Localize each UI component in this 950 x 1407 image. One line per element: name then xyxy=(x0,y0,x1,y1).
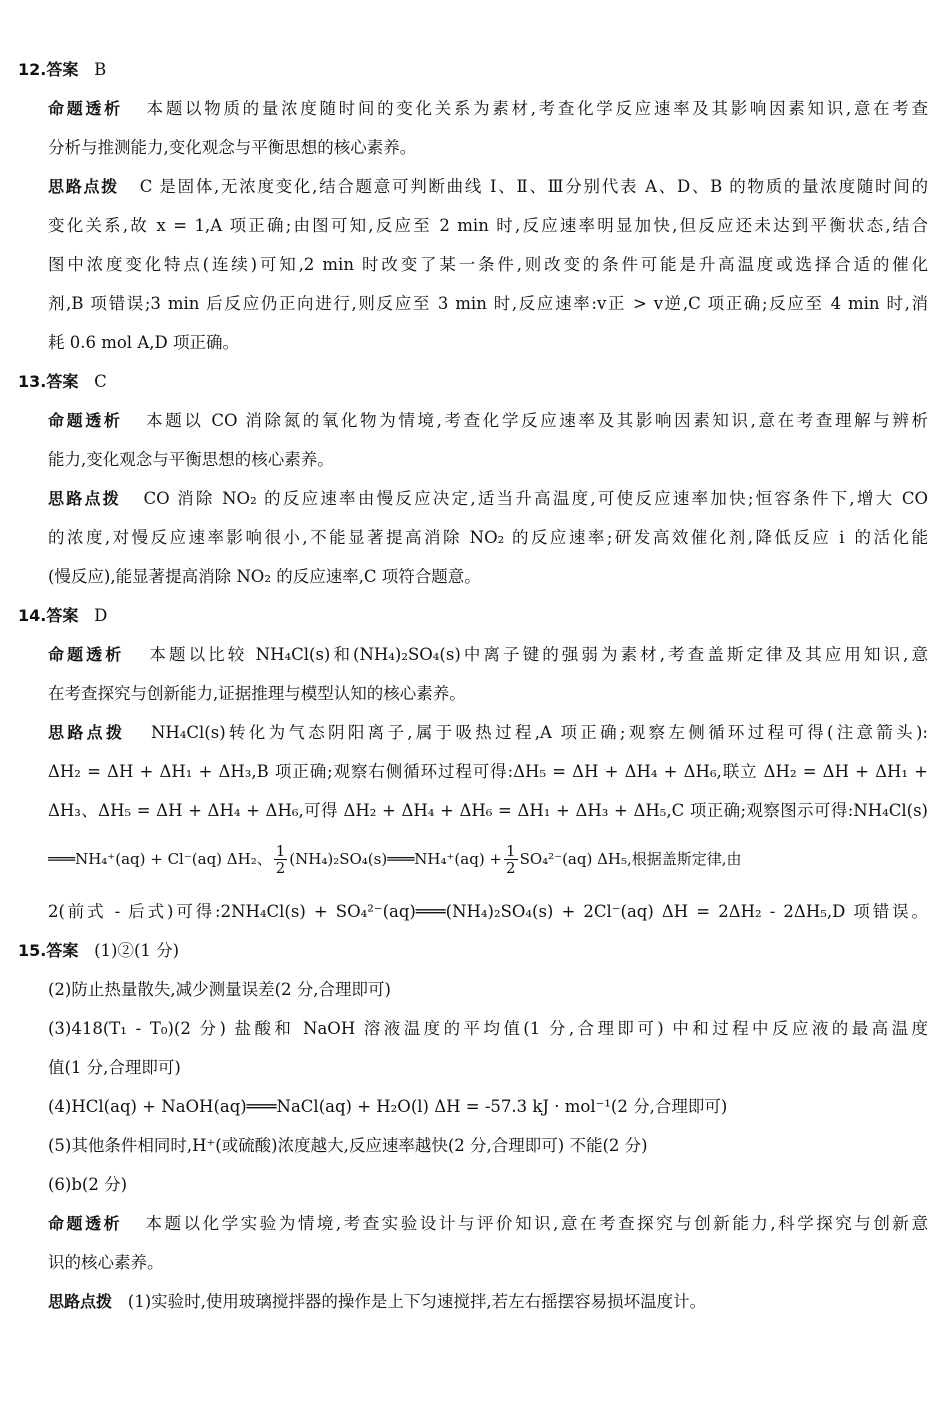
q14-intent-text-1: 本题以比较 NH₄Cl(s)和(NH₄)₂SO₄(s)中离子键的强弱为素材,考查盖斯定律及其应用知识,意 xyxy=(149,645,928,664)
q14-hint-line-4 xyxy=(48,843,928,876)
q12-intent-line-2: 分析与推测能力,变化观念与平衡思想的核心素养。 xyxy=(48,138,417,157)
q12-hint-label: 思路点拨 xyxy=(48,177,119,196)
q14-fraction-1-numerator: 1 xyxy=(275,842,286,860)
q14-fraction-1-denominator: 2 xyxy=(275,859,286,877)
q15-answer-1: (1)②(1 分) xyxy=(94,941,180,960)
q14-hint-line-2: ΔH₂ = ΔH + ΔH₁ + ΔH₃,B 项正确;观察右侧循环过程可得:ΔH₅ = ΔH + ΔH₄ + ΔH₆,联立 ΔH₂ = ΔH + ΔH₁ + xyxy=(48,762,928,781)
q14-equation-2: (NH₄)₂SO₄(s)═══NH₄⁺(aq) + xyxy=(289,850,503,868)
q15-answer-2: (2)防止热量散失,减少测量误差(2 分,合理即可) xyxy=(48,980,391,999)
q13-hint-line-3: (慢反应),能显著提高消除 NO₂ 的反应速率,C 项符合题意。 xyxy=(48,567,481,586)
q12-hint-line-2: 变化关系,故 x = 1,A 项正确;由图可知,反应至 2 min 时,反应速率明显加快,但反应还未达到平衡状态,结合 xyxy=(48,216,928,235)
q12-hint-text-1: C 是固体,无浓度变化,结合题意可判断曲线 Ⅰ、Ⅱ、Ⅲ分别代表 A、D、B 的物质的量浓度随时间的 xyxy=(139,177,928,196)
q15-hint-text-1: (1)实验时,使用玻璃搅拌器的操作是上下匀速搅拌,若左右摇摆容易损坏温度计。 xyxy=(127,1292,707,1311)
q15-answer-5: (5)其他条件相同时,H⁺(或硫酸)浓度越大,反应速率越快(2 分,合理即可) 不能(2 分) xyxy=(48,1136,648,1155)
q12-intent-line-1 xyxy=(48,97,928,121)
q13-intent-text-1: 本题以 CO 消除氮的氧化物为情境,考查化学反应速率及其影响因素知识,意在考查理解与辨析 xyxy=(146,411,928,430)
q14-hint-label: 思路点拨 xyxy=(48,723,126,742)
q15-intent-line-2: 识的核心素养。 xyxy=(48,1253,164,1272)
q15-hint-label: 思路点拨 xyxy=(48,1292,113,1311)
q14-intent-line-2: 在考查探究与创新能力,证据推理与模型认知的核心素养。 xyxy=(48,684,466,703)
q15-intent-text-1: 本题以化学实验为情境,考查实验设计与评价知识,意在考查探究与创新能力,科学探究与创新意 xyxy=(145,1214,928,1233)
q15-intent-line-1 xyxy=(48,1212,928,1236)
q14-intent-line-1 xyxy=(48,643,928,667)
q12-hint-line-4: 剂,B 项错误;3 min 后反应仍正向进行,则反应至 3 min 时,反应速率:v正 > v逆,C 项正确;反应至 4 min 时,消 xyxy=(48,294,928,313)
q13-answer: C xyxy=(94,372,107,391)
q13-intent-label: 命题透析 xyxy=(48,411,123,430)
q14-intent-label: 命题透析 xyxy=(48,645,125,664)
q12-answer-label: 答案 xyxy=(46,60,79,79)
q12-hint-line-3: 图中浓度变化特点(连续)可知,2 min 时改变了某一条件,则改变的条件可能是升高温度或选择合适的催化 xyxy=(48,255,928,274)
q14-fraction-2-denominator: 2 xyxy=(506,859,516,877)
q14-hint-line-5: 2(前式 - 后式)可得:2NH₄Cl(s) + SO₄²⁻(aq)═══(NH₄)₂SO₄(s) + 2Cl⁻(aq) ΔH = 2ΔH₂ - 2ΔH₅,D 项错误。 xyxy=(48,902,928,921)
q13-hint-line-2: 的浓度,对慢反应速率影响很小,不能显著提高消除 NO₂ 的反应速率;研发高效催化剂,降低反应 ⅰ 的活化能 xyxy=(48,528,928,547)
q14-answer-line xyxy=(18,604,107,628)
q14-equation-3: SO₄²⁻(aq) ΔH₅,根据盖斯定律,由 xyxy=(519,850,742,868)
q14-answer-label: 答案 xyxy=(46,606,79,625)
q12-answer-line xyxy=(18,58,106,82)
q12-intent-label: 命题透析 xyxy=(48,99,123,118)
q14-fraction-2-numerator: 1 xyxy=(506,842,516,860)
q15-answer-line xyxy=(18,939,179,963)
q14-fraction-half-2 xyxy=(504,843,518,876)
q13-hint-line-1 xyxy=(48,487,928,511)
q13-hint-text-1: CO 消除 NO₂ 的反应速率由慢反应决定,适当升高温度,可使反应速率加快;恒容条件下,增大 CO xyxy=(143,489,928,508)
q15-hint-line-1 xyxy=(48,1290,706,1314)
q12-answer: B xyxy=(94,60,107,79)
q14-answer: D xyxy=(94,606,108,625)
q12-hint-line-5: 耗 0.6 mol A,D 项正确。 xyxy=(48,333,239,352)
q14-fraction-half-1 xyxy=(274,843,288,876)
q14-hint-line-1 xyxy=(48,721,928,745)
q15-number: 15. xyxy=(18,941,47,960)
q12-intent-text-1: 本题以物质的量浓度随时间的变化关系为素材,考查化学反应速率及其影响因素知识,意在考查 xyxy=(146,99,928,118)
q15-answer-label: 答案 xyxy=(46,941,79,960)
q13-answer-line xyxy=(18,370,107,394)
q15-answer-4: (4)HCl(aq) + NaOH(aq)═══NaCl(aq) + H₂O(l) ΔH = -57.3 kJ · mol⁻¹(2 分,合理即可) xyxy=(48,1097,728,1116)
q13-intent-line-1 xyxy=(48,409,928,433)
q14-hint-line-3: ΔH₃、ΔH₅ = ΔH + ΔH₄ + ΔH₆,可得 ΔH₂ + ΔH₄ + ΔH₆ = ΔH₁ + ΔH₃ + ΔH₅,C 项正确;观察图示可得:NH₄Cl(s) xyxy=(48,801,928,820)
q13-number: 13. xyxy=(18,372,47,391)
q13-hint-label: 思路点拨 xyxy=(48,489,121,508)
q14-number: 14. xyxy=(18,606,47,625)
q13-intent-line-2: 能力,变化观念与平衡思想的核心素养。 xyxy=(48,450,334,469)
q14-equation-1: ═══NH₄⁺(aq) + Cl⁻(aq) ΔH₂、 xyxy=(48,850,272,868)
q14-hint-text-1: NH₄Cl(s)转化为气态阴阳离子,属于吸热过程,A 项正确;观察左侧循环过程可得(注意箭头): xyxy=(150,723,928,742)
q13-answer-label: 答案 xyxy=(46,372,79,391)
q12-number: 12. xyxy=(18,60,47,79)
q15-answer-3-line-1: (3)418(T₁ - T₀)(2 分) 盐酸和 NaOH 溶液温度的平均值(1 分,合理即可) 中和过程中反应液的最高温度 xyxy=(48,1019,928,1038)
q15-intent-label: 命题透析 xyxy=(48,1214,123,1233)
q12-hint-line-1 xyxy=(48,175,928,199)
q15-answer-6: (6)b(2 分) xyxy=(48,1175,128,1194)
q15-answer-3-line-2: 值(1 分,合理即可) xyxy=(48,1058,181,1077)
